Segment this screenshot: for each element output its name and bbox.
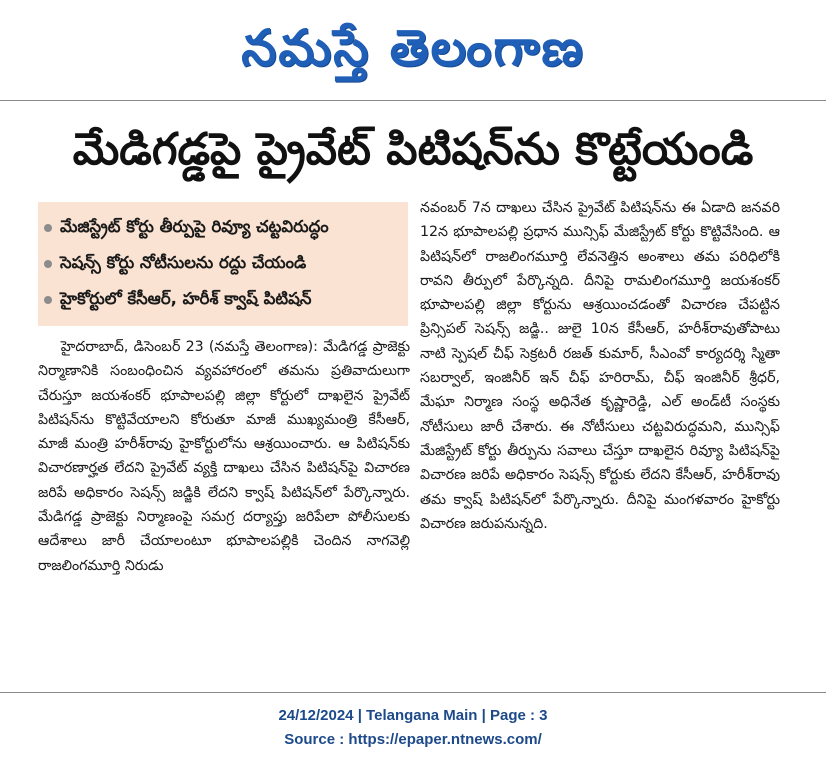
article-body-left: హైదరాబాద్, డిసెంబర్ 23 (నమస్తే తెలంగాణ): మేడిగడ్డ ప్రాజెక్టు నిర్మాణానికి సంబంధించిన వ్యవహారంలో తమను ప్రతివాదులుగా చేరుస్తూ జయశంకర్ భూపాలపల్లి జిల్లా కోర్టులో దాఖలైన ప్రైవేట్ పిటిషన్‌ను కొట్టివేయాలని కోరుతూ మాజీ ముఖ్యమంత్రి కేసీఆర్, మాజీ మంత్రి హరీశ్‌రావు హైకోర్టులోను ఆశ్రయించారు. ఆ పిటిషన్‌కు విచారణార్హత లేదని ప్రైవేట్ వ్యక్తి దాఖలు చేసిన పిటిషన్‌పై విచారణ జరిపే అధికారం సెషన్స్ జడ్జికి లేదని క్వాష్ పిటిషన్‌లో పేర్కొన్నారు. మేడిగడ్డ ప్రాజెక్టు నిర్మాణంపై సమగ్ర దర్యాప్తు జరిపేలా పోలీసులకు ఆదేశాలు జారీ చేయాలంటూ భూపాలపల్లికి చెందిన నాగవెల్లి రాజలింగమూర్తి నిరుడు — [38, 339, 410, 574]
highlight-item — [44, 210, 402, 246]
highlight-item — [44, 282, 402, 318]
highlight-item — [44, 246, 402, 282]
highlight-text: సెషన్స్ కోర్టు నోటీసులను రద్దు చేయండి — [60, 252, 307, 272]
article-column-right — [420, 196, 780, 666]
bullet-icon — [44, 296, 52, 304]
article-column-left — [38, 335, 410, 665]
highlight-text: మేజిస్ట్రేట్ కోర్టు తీర్పుపై రివ్యూ చట్టవిరుద్ధం — [60, 216, 329, 236]
highlights-box — [38, 202, 408, 326]
article-body-right: నవంబర్ 7న దాఖలు చేసిన ప్రైవేట్ పిటిషన్‌ను ఈ ఏడాది జనవరి 12న భూపాలపల్లి ప్రధాన మున్సిఫ్ మేజిస్ట్రేట్ కోర్టు కొట్టివేసింది. ఆ పిటిషన్‌లో రాజలింగమూర్తి లేవనెత్తిన అంశాలు తమ పరిధిలోకి రావని తీర్పులో పేర్కొన్నది. దీనిపై రామలింగమూర్తి జయశంకర్ భూపాలపల్లి జిల్లా కోర్టును ఆశ్రయించడంతో విచారణ చేపట్టిన ప్రిన్సిపల్ సెషన్స్ జడ్జి.. జులై 10న కేసీఆర్, హరీశ్‌రావుతోపాటు నాటి స్పెషల్ చీఫ్ సెక్రటరీ రజత్ కుమార్, సీఎంవో కార్యదర్శి స్మితా సబర్వాల్, ఇంజినీర్ ఇన్ చీఫ్ హరిరామ్, చీఫ్ ఇంజినీర్ శ్రీధర్, మేఘా నిర్మాణ సంస్థ అధినేత కృష్ణారెడ్డి, ఎల్ అండ్‌టీ సంస్థకు నోటీసులు జారీ చేశారు. ఈ నోటీసులు చట్టవిరుద్ధమని, మున్సిఫ్ మేజిస్ట్రేట్ కోర్టు తీర్పును సవాలు చేస్తూ దాఖలైన రివ్యూ పిటిషన్‌పై విచారణ జరిపే అధికారం సెషన్స్ కోర్టుకు లేదని కేసీఆర్, హరీశ్‌రావు తమ క్వాష్ పిటిషన్‌లో పేర్కొన్నారు. దీనిపై మంగళవారం హైకోర్టు విచారణ జరుపనున్నది. — [420, 200, 780, 532]
newspaper-masthead — [0, 0, 826, 96]
footer-divider — [0, 692, 826, 693]
article-headline: మేడిగడ్డపై ప్రైవేట్ పిటిషన్‌ను కొట్టేయండి — [72, 124, 754, 175]
bullet-icon — [44, 260, 52, 268]
masthead-divider — [0, 100, 826, 101]
footer-source-link[interactable]: Source : https://epaper.ntnews.com/ — [284, 731, 542, 748]
footer-date-page: 24/12/2024 | Telangana Main | Page : 3 — [278, 707, 548, 724]
highlight-text: హైకోర్టులో కేసీఆర్, హరీశ్ క్వాష్ పిటిషన్ — [60, 288, 312, 308]
bullet-icon — [44, 224, 52, 232]
source-footer — [0, 704, 826, 752]
masthead-title: నమస్తే తెలంగాణ — [241, 19, 585, 77]
